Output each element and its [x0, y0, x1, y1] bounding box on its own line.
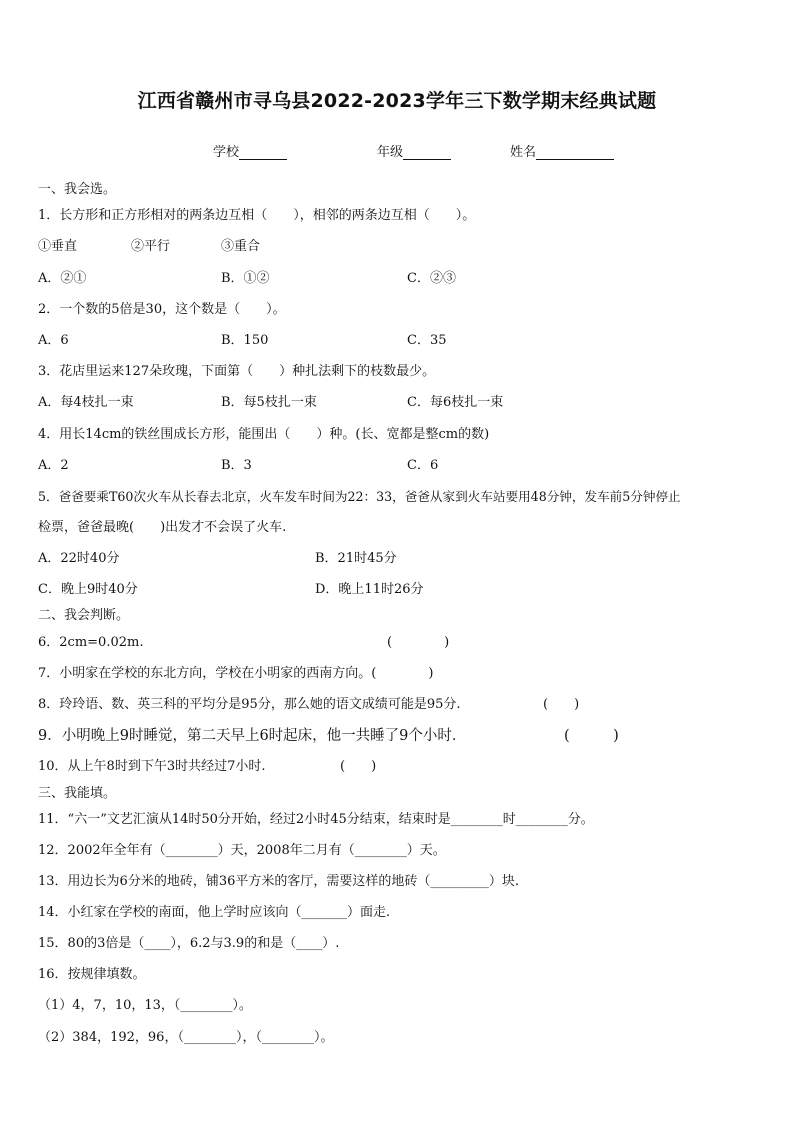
question-10: 10．从上午8时到下午3时共经过7小时.: [38, 759, 266, 774]
q6-answer-blank[interactable]: ( ): [387, 635, 450, 650]
q1-option-b[interactable]: B．①②: [221, 271, 270, 286]
question-12: 12．2002年全年有（________）天，2008年二月有（________）天。: [38, 843, 446, 858]
school-blank[interactable]: [239, 145, 287, 160]
q4-option-b[interactable]: B．3: [221, 458, 252, 473]
question-1: 1．长方形和正方形相对的两条边互相（ ），相邻的两条边互相（ ）。: [38, 208, 476, 223]
question-6: 6．2cm=0.02m.: [38, 635, 144, 650]
section-heading-3: 三、我能填。: [38, 786, 117, 801]
question-13: 13．用边长为6分米的地砖，铺36平方米的客厅，需要这样的地砖（_________）块.: [38, 874, 519, 889]
q9-answer-blank[interactable]: ( ): [564, 728, 619, 744]
question-5-line-1: 5．爸爸要乘T60次火车从长春去北京，火车发车时间为22：33，爸爸从家到火车站要用48分钟，发车前5分钟停止: [38, 489, 681, 504]
question-2: 2．一个数的5倍是30，这个数是（ ）。: [38, 302, 286, 317]
q4-option-c[interactable]: C．6: [407, 458, 439, 473]
q1-option-c[interactable]: C．②③: [407, 271, 456, 286]
question-16-part-1: （1）4，7，10，13，（________）。: [38, 998, 252, 1013]
grade-blank[interactable]: [403, 145, 451, 160]
question-7: 7．小明家在学校的东北方向，学校在小明家的西南方向。( ): [38, 666, 434, 681]
page-title: 江西省赣州市寻乌县2022-2023学年三下数学期末经典试题: [137, 90, 657, 112]
q2-option-a[interactable]: A．6: [38, 333, 69, 348]
q1-choice-3: ③重合: [221, 239, 261, 254]
q4-option-a[interactable]: A．2: [38, 458, 69, 473]
q5-option-c[interactable]: C．晚上9时40分: [38, 582, 138, 597]
name-blank[interactable]: [536, 145, 614, 160]
name-label: 姓名: [510, 145, 537, 160]
question-5-line-2: 检票，爸爸最晚( )出发才不会误了火车.: [38, 520, 287, 535]
q5-option-a[interactable]: A．22时40分: [38, 551, 120, 566]
school-label: 学校: [213, 145, 240, 160]
name-field: [510, 141, 614, 160]
q1-choice-2: ②平行: [131, 239, 171, 254]
q8-answer-blank[interactable]: ( ): [543, 697, 580, 712]
grade-label: 年级: [377, 145, 404, 160]
question-16-part-2: （2）384，192，96，（________），（________）。: [38, 1030, 334, 1045]
q3-option-a[interactable]: A．每4枝扎一束: [38, 395, 134, 410]
grade-field: [377, 141, 451, 160]
question-15: 15．80的3倍是（____），6.2与3.9的和是（____）.: [38, 936, 340, 951]
question-16: 16．按规律填数。: [38, 967, 146, 982]
question-3: 3．花店里运来127朵玫瑰，下面第（ ）种扎法剩下的枝数最少。: [38, 364, 436, 379]
school-field: [213, 141, 287, 160]
question-14: 14．小红家在学校的南面，他上学时应该向（_______）面走.: [38, 905, 391, 920]
question-4: 4．用长14cm的铁丝围成长方形，能围出（ ）种。(长、宽都是整cm的数): [38, 427, 490, 442]
question-9: 9．小明晚上9时睡觉，第二天早上6时起床，他一共睡了9个小时．: [38, 728, 467, 744]
question-11: 11．“六一”文艺汇演从14时50分开始，经过2小时45分结束，结束时是________时________分。: [38, 812, 594, 827]
section-heading-2: 二、我会判断。: [38, 608, 130, 623]
q3-option-b[interactable]: B．每5枝扎一束: [221, 395, 317, 410]
q3-option-c[interactable]: C．每6枝扎一束: [407, 395, 504, 410]
question-8: 8．玲玲语、数、英三科的平均分是95分，那么她的语文成绩可能是95分.: [38, 697, 461, 712]
q1-choice-1: ①垂直: [38, 239, 78, 254]
q2-option-c[interactable]: C．35: [407, 333, 447, 348]
q5-option-b[interactable]: B．21时45分: [315, 551, 397, 566]
q5-option-d[interactable]: D．晚上11时26分: [315, 582, 424, 597]
q2-option-b[interactable]: B．150: [221, 333, 269, 348]
section-heading-1: 一、我会选。: [38, 182, 117, 197]
q1-option-a[interactable]: A．②①: [38, 271, 87, 286]
q10-answer-blank[interactable]: ( ): [340, 759, 377, 774]
